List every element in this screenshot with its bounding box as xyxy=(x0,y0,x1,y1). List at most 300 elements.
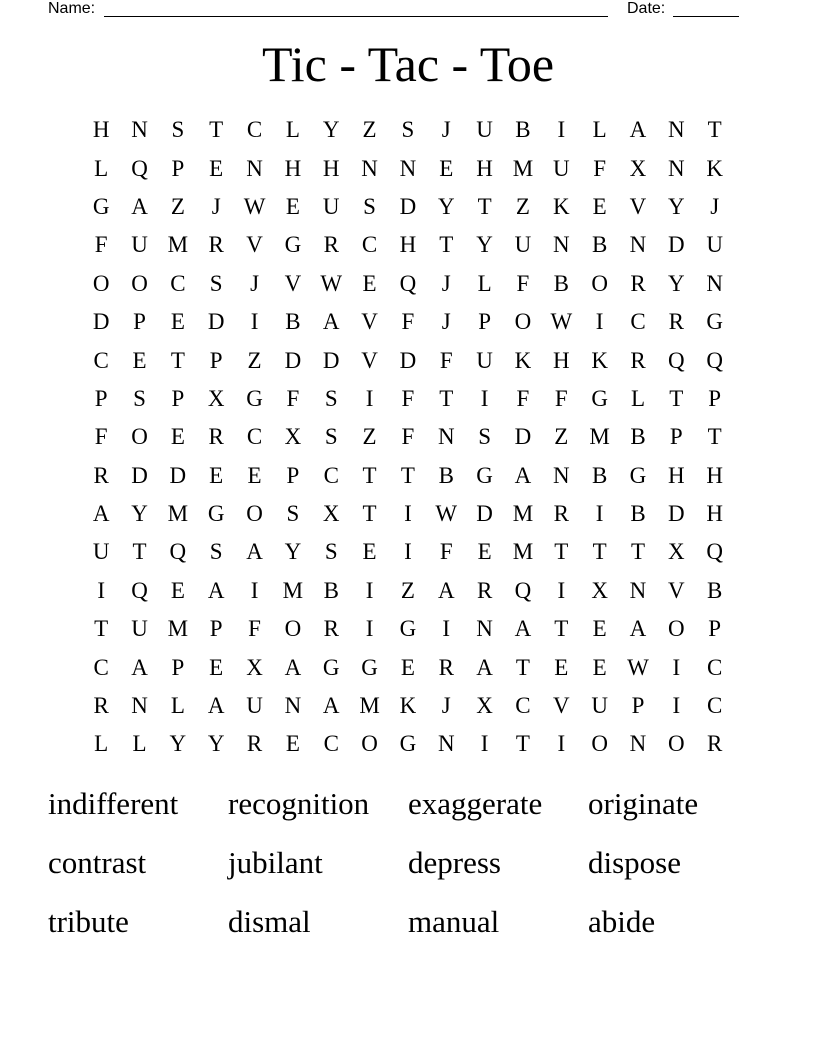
grid-letter: C xyxy=(93,654,109,680)
grid-letter: A xyxy=(514,462,532,488)
grid-row xyxy=(82,149,734,187)
grid-letter: U xyxy=(92,539,110,565)
grid-letter: D xyxy=(399,193,417,219)
grid-letter: L xyxy=(132,731,147,757)
grid-letter: P xyxy=(631,693,645,719)
grid-letter: D xyxy=(207,309,225,335)
grid-letter: K xyxy=(514,347,532,373)
grid-letter: E xyxy=(170,309,185,335)
grid-letter: P xyxy=(708,385,722,411)
grid-letter: R xyxy=(668,309,684,335)
grid-letter: T xyxy=(170,347,185,373)
grid-letter: G xyxy=(322,654,340,680)
grid-letter: R xyxy=(476,577,493,603)
word-list-item: tribute xyxy=(48,904,129,939)
grid-letter: C xyxy=(707,654,723,680)
grid-letter: H xyxy=(552,347,570,373)
grid-letter: O xyxy=(131,270,148,296)
grid-letter: X xyxy=(207,385,225,411)
grid-letter: M xyxy=(512,155,534,181)
grid-letter: D xyxy=(92,309,110,335)
grid-letter: M xyxy=(167,232,189,258)
grid-letter: M xyxy=(167,616,189,642)
grid-letter: E xyxy=(247,462,262,488)
grid-letter: E xyxy=(477,539,492,565)
grid-letter: Q xyxy=(706,539,723,565)
grid-letter: P xyxy=(171,155,185,181)
grid-letter: C xyxy=(246,117,263,143)
grid-letter: J xyxy=(441,309,451,335)
grid-letter: G xyxy=(284,232,302,258)
grid-letter: K xyxy=(706,155,723,181)
grid-letter: T xyxy=(439,232,454,258)
grid-letter: N xyxy=(361,155,378,181)
grid-letter: N xyxy=(629,577,647,603)
grid-letter: W xyxy=(627,654,649,680)
grid-letter: D xyxy=(399,347,417,373)
grid-letter: D xyxy=(668,501,685,527)
grid-letter: F xyxy=(516,270,530,296)
grid-letter: X xyxy=(629,155,647,181)
grid-letter: O xyxy=(246,501,263,527)
grid-letter: P xyxy=(669,424,683,450)
grid-letter: G xyxy=(399,731,417,757)
grid-letter: S xyxy=(171,117,185,143)
grid-letter: T xyxy=(592,539,607,565)
grid-letter: Y xyxy=(131,501,148,527)
grid-letter: R xyxy=(630,270,646,296)
page-title: Tic - Tac - Toe xyxy=(261,36,555,92)
grid-letter: I xyxy=(557,117,566,143)
grid-letter: C xyxy=(246,424,263,450)
grid-letter: E xyxy=(592,616,607,642)
grid-row xyxy=(82,265,734,303)
grid-letter: P xyxy=(286,462,300,488)
grid-letter: V xyxy=(361,309,378,335)
grid-letter: D xyxy=(131,462,148,488)
grid-letter: W xyxy=(320,270,343,296)
grid-letter: P xyxy=(171,654,185,680)
grid-letter: Z xyxy=(515,193,530,219)
grid-letter: Y xyxy=(207,731,225,757)
grid-letter: T xyxy=(554,616,569,642)
grid-letter: P xyxy=(209,347,223,373)
grid-letter: E xyxy=(170,577,185,603)
grid-letter: I xyxy=(97,577,105,603)
grid-letter: Z xyxy=(400,577,415,603)
grid-letter: V xyxy=(284,270,302,296)
grid-letter: T xyxy=(707,117,722,143)
grid-letter: N xyxy=(437,731,455,757)
grid-letter: E xyxy=(209,155,224,181)
grid-letter: Z xyxy=(362,117,377,143)
grid-row xyxy=(82,111,734,149)
grid-letter: R xyxy=(323,616,339,642)
grid-letter: O xyxy=(514,309,532,335)
grid-letter: G xyxy=(629,462,647,488)
grid-letter: E xyxy=(439,155,454,181)
grid-letter: L xyxy=(477,270,492,296)
grid-letter: Z xyxy=(554,424,569,450)
grid-letter: T xyxy=(94,616,109,642)
grid-letter: I xyxy=(365,385,374,411)
word-list-item: recognition xyxy=(228,786,370,821)
grid-letter: F xyxy=(248,616,261,642)
grid-letter: T xyxy=(707,424,722,450)
name-line xyxy=(104,16,608,17)
grid-letter: D xyxy=(284,347,302,373)
grid-letter: R xyxy=(630,347,646,373)
grid-letter: B xyxy=(323,577,339,603)
grid-letter: N xyxy=(284,693,302,719)
grid-letter: A xyxy=(207,693,225,719)
grid-letter: S xyxy=(401,117,415,143)
grid-letter: B xyxy=(630,501,646,527)
grid-letter: I xyxy=(250,577,259,603)
grid-letter: I xyxy=(442,616,451,642)
grid-letter: X xyxy=(476,693,493,719)
grid-letter: R xyxy=(208,232,224,258)
grid-letter: Y xyxy=(169,731,187,757)
grid-letter: Z xyxy=(170,193,185,219)
grid-letter: J xyxy=(441,270,451,296)
grid-letter: M xyxy=(512,501,534,527)
grid-letter: O xyxy=(92,270,110,296)
grid-letter: M xyxy=(282,577,304,603)
word-list-item: dismal xyxy=(228,904,311,939)
grid-row xyxy=(82,572,734,610)
grid-letter: A xyxy=(131,193,148,219)
grid-letter: B xyxy=(591,232,608,258)
grid-letter: E xyxy=(592,654,607,680)
grid-letter: Y xyxy=(284,539,302,565)
grid-letter: F xyxy=(516,385,530,411)
grid-letter: S xyxy=(324,424,338,450)
grid-letter: P xyxy=(171,385,185,411)
grid-letter: O xyxy=(284,616,302,642)
grid-letter: T xyxy=(630,539,646,565)
grid-letter: N xyxy=(629,232,647,258)
grid-letter: T xyxy=(362,501,377,527)
grid-letter: R xyxy=(707,731,723,757)
grid-row xyxy=(82,648,734,686)
grid-letter: H xyxy=(284,155,302,181)
grid-letter: W xyxy=(243,193,266,219)
grid-letter: R xyxy=(438,654,454,680)
grid-letter: H xyxy=(399,232,417,258)
grid-letter: N xyxy=(437,424,455,450)
grid-letter: Q xyxy=(668,347,685,373)
grid-letter: I xyxy=(404,501,412,527)
grid-letter: H xyxy=(92,117,110,143)
word-list xyxy=(48,780,768,957)
grid-letter: N xyxy=(706,270,723,296)
grid-letter: A xyxy=(629,117,647,143)
date-line xyxy=(673,16,739,17)
grid-letter: A xyxy=(322,693,340,719)
grid-letter: E xyxy=(285,193,300,219)
grid-letter: I xyxy=(480,385,489,411)
grid-letter: Z xyxy=(247,347,262,373)
grid-letter: B xyxy=(591,462,608,488)
letter-grid xyxy=(82,111,734,764)
grid-letter: H xyxy=(706,501,723,527)
word-list-item: exaggerate xyxy=(408,786,543,821)
grid-letter: Q xyxy=(399,270,417,296)
grid-letter: U xyxy=(591,693,608,719)
grid-letter: I xyxy=(404,539,412,565)
grid-row xyxy=(82,303,734,341)
grid-letter: I xyxy=(480,731,489,757)
grid-letter: C xyxy=(170,270,186,296)
grid-letter: I xyxy=(557,577,566,603)
grid-letter: E xyxy=(592,193,607,219)
date-label: Date: xyxy=(627,0,666,17)
grid-letter: R xyxy=(323,232,339,258)
grid-letter: F xyxy=(401,424,415,450)
grid-letter: E xyxy=(209,462,224,488)
grid-letter: Q xyxy=(169,539,187,565)
grid-letter: L xyxy=(94,155,109,181)
grid-letter: B xyxy=(438,462,454,488)
grid-letter: G xyxy=(207,501,225,527)
grid-letter: I xyxy=(595,309,604,335)
grid-letter: R xyxy=(553,501,569,527)
grid-letter: Q xyxy=(131,577,148,603)
word-list-item: originate xyxy=(588,786,699,821)
grid-letter: C xyxy=(707,693,723,719)
grid-row xyxy=(82,341,734,379)
grid-letter: G xyxy=(246,385,263,411)
grid-letter: Y xyxy=(668,270,685,296)
grid-letter: Y xyxy=(437,193,455,219)
grid-letter: C xyxy=(93,347,109,373)
grid-letter: Q xyxy=(514,577,532,603)
grid-letter: S xyxy=(209,539,223,565)
grid-letter: L xyxy=(630,385,646,411)
word-list-item: abide xyxy=(588,904,656,939)
grid-letter: D xyxy=(169,462,187,488)
grid-row xyxy=(82,418,734,456)
grid-letter: A xyxy=(629,616,647,642)
grid-letter: K xyxy=(552,193,570,219)
grid-letter: C xyxy=(323,731,339,757)
grid-letter: I xyxy=(365,616,374,642)
grid-letter: D xyxy=(476,501,493,527)
worksheet-header xyxy=(0,0,816,22)
grid-letter: A xyxy=(284,654,302,680)
grid-letter: G xyxy=(591,385,608,411)
grid-letter: G xyxy=(399,616,417,642)
grid-letter: Y xyxy=(322,117,340,143)
grid-letter: U xyxy=(514,232,532,258)
grid-letter: C xyxy=(323,462,339,488)
grid-row xyxy=(82,687,734,725)
grid-letter: L xyxy=(94,731,109,757)
grid-letter: O xyxy=(131,424,148,450)
grid-letter: G xyxy=(92,193,110,219)
grid-letter: E xyxy=(400,654,415,680)
grid-letter: N xyxy=(668,117,685,143)
grid-letter: J xyxy=(211,193,221,219)
grid-letter: A xyxy=(207,577,225,603)
grid-letter: T xyxy=(132,539,147,565)
grid-letter: V xyxy=(552,693,570,719)
grid-letter: A xyxy=(322,309,340,335)
grid-letter: V xyxy=(246,232,263,258)
grid-letter: N xyxy=(552,232,570,258)
grid-letter: D xyxy=(322,347,340,373)
grid-row xyxy=(82,533,734,571)
grid-letter: B xyxy=(285,309,301,335)
grid-row xyxy=(82,457,734,495)
grid-letter: H xyxy=(322,155,340,181)
grid-letter: U xyxy=(131,232,148,258)
grid-letter: K xyxy=(591,347,608,373)
grid-letter: O xyxy=(668,731,685,757)
grid-letter: F xyxy=(94,232,108,258)
grid-row xyxy=(82,380,734,418)
grid-letter: C xyxy=(630,309,646,335)
grid-letter: T xyxy=(209,117,224,143)
grid-letter: P xyxy=(478,309,491,335)
grid-letter: S xyxy=(286,501,300,527)
grid-letter: M xyxy=(359,693,380,719)
grid-letter: D xyxy=(514,424,532,450)
grid-letter: X xyxy=(322,501,340,527)
grid-letter: T xyxy=(439,385,454,411)
grid-letter: V xyxy=(629,193,647,219)
grid-letter: X xyxy=(668,539,685,565)
grid-letter: B xyxy=(515,117,531,143)
grid-letter: V xyxy=(361,347,378,373)
grid-letter: S xyxy=(363,193,376,219)
grid-letter: N xyxy=(552,462,570,488)
grid-letter: T xyxy=(362,462,377,488)
grid-letter: P xyxy=(209,616,223,642)
grid-letter: E xyxy=(170,424,185,450)
grid-letter: C xyxy=(515,693,531,719)
grid-letter: T xyxy=(477,193,492,219)
grid-letter: J xyxy=(710,193,720,219)
grid-letter: K xyxy=(399,693,417,719)
grid-letter: L xyxy=(592,117,607,143)
grid-letter: U xyxy=(131,616,148,642)
grid-letter: S xyxy=(209,270,223,296)
grid-letter: U xyxy=(476,347,493,373)
grid-letter: H xyxy=(668,462,685,488)
grid-row xyxy=(82,226,734,264)
grid-row xyxy=(82,495,734,533)
grid-letter: I xyxy=(365,577,374,603)
grid-letter: A xyxy=(437,577,455,603)
grid-letter: H xyxy=(476,155,493,181)
grid-letter: A xyxy=(476,654,493,680)
grid-letter: U xyxy=(476,117,493,143)
grid-letter: E xyxy=(285,731,300,757)
grid-letter: R xyxy=(93,693,109,719)
grid-letter: X xyxy=(591,577,608,603)
grid-letter: A xyxy=(131,654,148,680)
word-list-item: depress xyxy=(408,845,501,880)
grid-letter: N xyxy=(399,155,417,181)
grid-letter: N xyxy=(476,616,493,642)
grid-letter: S xyxy=(133,385,146,411)
grid-letter: T xyxy=(669,385,684,411)
grid-letter: P xyxy=(708,616,722,642)
grid-letter: A xyxy=(514,616,532,642)
grid-letter: N xyxy=(668,155,685,181)
grid-letter: T xyxy=(515,654,530,680)
grid-letter: E xyxy=(132,347,147,373)
grid-letter: D xyxy=(668,232,685,258)
grid-letter: N xyxy=(131,693,148,719)
grid-letter: X xyxy=(246,654,263,680)
grid-letter: R xyxy=(208,424,224,450)
grid-letter: T xyxy=(554,539,569,565)
grid-letter: E xyxy=(209,654,224,680)
grid-row xyxy=(82,188,734,226)
grid-letter: C xyxy=(361,232,378,258)
grid-letter: J xyxy=(250,270,260,296)
grid-letter: I xyxy=(557,731,566,757)
name-label: Name: xyxy=(48,0,96,17)
grid-letter: F xyxy=(554,385,568,411)
grid-letter: G xyxy=(361,654,378,680)
grid-row xyxy=(82,725,734,763)
grid-letter: M xyxy=(589,424,610,450)
word-list-item: contrast xyxy=(48,845,147,880)
grid-letter: E xyxy=(362,270,377,296)
grid-letter: T xyxy=(400,462,415,488)
grid-letter: F xyxy=(286,385,300,411)
word-list-item: dispose xyxy=(588,845,681,880)
grid-letter: L xyxy=(285,117,300,143)
grid-letter: Q xyxy=(706,347,723,373)
grid-letter: S xyxy=(324,539,338,565)
grid-letter: N xyxy=(246,155,263,181)
grid-letter: U xyxy=(322,193,340,219)
grid-letter: W xyxy=(550,309,573,335)
grid-letter: J xyxy=(441,117,451,143)
grid-letter: L xyxy=(170,693,185,719)
word-list-item: indifferent xyxy=(48,786,179,821)
grid-letter: O xyxy=(591,731,608,757)
grid-letter: F xyxy=(94,424,108,450)
grid-letter: V xyxy=(668,577,685,603)
grid-letter: R xyxy=(246,731,263,757)
grid-letter: U xyxy=(552,155,570,181)
grid-letter: J xyxy=(441,693,451,719)
grid-letter: I xyxy=(595,501,604,527)
grid-letter: U xyxy=(246,693,263,719)
grid-letter: R xyxy=(93,462,109,488)
grid-letter: O xyxy=(591,270,608,296)
grid-letter: N xyxy=(131,117,148,143)
grid-letter: A xyxy=(92,501,110,527)
grid-letter: Z xyxy=(362,424,377,450)
grid-letter: F xyxy=(401,385,415,411)
grid-letter: T xyxy=(515,731,530,757)
grid-letter: M xyxy=(167,501,189,527)
word-list-item: jubilant xyxy=(228,845,323,880)
grid-letter: S xyxy=(324,385,338,411)
grid-letter: G xyxy=(476,462,493,488)
grid-letter: N xyxy=(629,731,647,757)
grid-letter: P xyxy=(133,309,146,335)
grid-letter: I xyxy=(672,654,681,680)
grid-letter: F xyxy=(439,347,453,373)
